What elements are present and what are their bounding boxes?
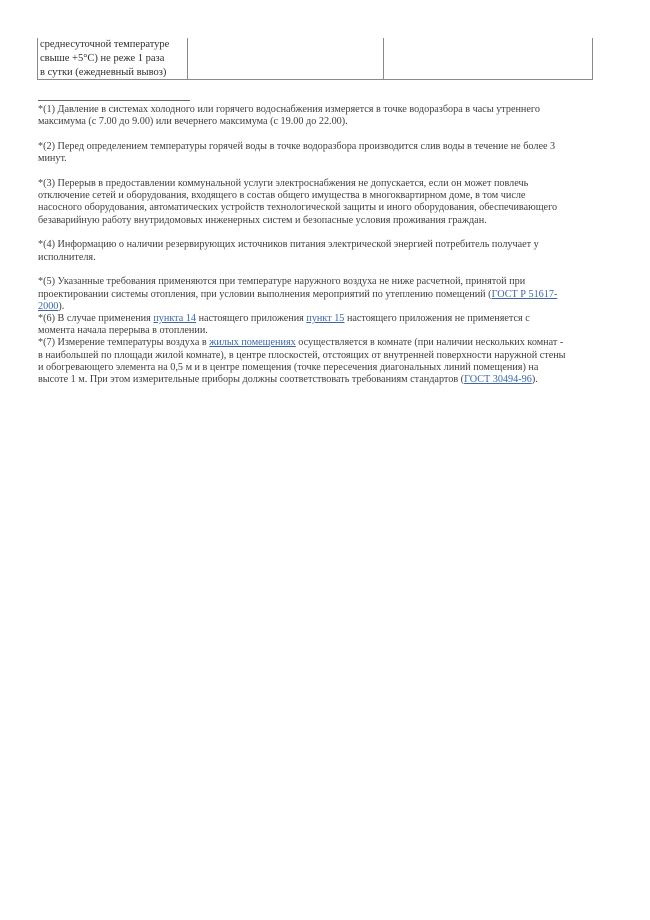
footnote-text: настоящего приложения [196,313,307,325]
footnote-text: осуществляется в комнате (при наличии нескольких комнат - [295,337,564,349]
gost-30494-link[interactable]: ГОСТ 30494-96 [464,374,532,386]
gost-r-51617-link-continued[interactable]: 2000 [38,300,59,312]
footnote-line [38,374,613,386]
footnote-line [38,337,613,349]
table-cell-empty [188,38,384,80]
cell-text-line: среднесуточной температуре [40,39,170,50]
living-rooms-link[interactable]: жилых помещениях [209,337,296,349]
item-15-link[interactable]: пункт 15 [306,313,345,325]
footnote-line: в наибольшей по площади жилой комнате), в центре плоскостей, отстоящих от внутренней поверхности наружной стены [38,349,566,361]
footnote-separator [38,100,190,101]
footnote-5 [38,276,613,313]
footnote-line: момента начала перерыва в отоплении. [38,325,208,337]
footnote-text: проектировании системы отопления, при условии выполнения мероприятий по утеплению помещений ( [38,288,492,300]
footnote-line: и обогревающего элемента на 0,5 м и в центре помещения (точке пересечения диагональных линий помещения) на [38,361,539,373]
table-row [38,38,593,80]
footnote-text: ). [58,300,65,312]
footnote-text: ). [531,374,538,386]
footnote-text: настоящего приложения не применяется с [344,313,530,325]
footnote-line: исполнителя. [38,251,96,263]
table-cell-requirement [38,38,188,80]
footnote-line: *(1) Давление в системах холодного или горячего водоснабжения измеряется в точке водоразбора в часы утреннего [38,104,540,115]
gost-r-51617-link[interactable]: ГОСТ Р 51617- [491,288,558,300]
footnote-line: насосного оборудования, автоматических устройств технологической защиты и иного оборудования, обеспечивающего [38,202,558,214]
footnote-line [38,289,613,301]
cell-text-line: в сутки (ежедневный вывоз) [40,66,167,78]
item-14-link[interactable]: пункта 14 [153,313,197,325]
footnote-1 [38,104,613,128]
cell-text-line: свыше +5°С) не реже 1 раза [40,52,165,64]
footnote-line: *(3) Перерыв в предоставлении коммунальной услуги электроснабжения не допускается, если он может повлечь [38,178,529,189]
footnote-line: безаварийную работу внутридомовых инженерных систем и безопасные условия проживания граждан. [38,214,487,226]
footnote-line: минут. [38,153,67,165]
footnote-text: высоте 1 м. При этом измерительные приборы должны соответствовать требованиям стандартов ( [38,374,465,386]
footnote-line: *(5) Указанные требования применяются при температуре наружного воздуха не ниже расчетной, принятой при [38,276,526,288]
footnote-3 [38,178,613,227]
footnote-line [38,313,613,325]
footnote-line [38,301,613,313]
footnote-text: *(7) Измерение температуры воздуха в [38,337,210,349]
footnote-2 [38,141,613,165]
footnote-6 [38,313,613,337]
footnote-line: *(2) Перед определением температуры горячей воды в точке водоразбора производится слив воды в течение не более 3 [38,141,556,152]
footnote-line: максимума (с 7.00 до 9.00) или вечернего максимума (с 19.00 до 22.00). [38,116,348,128]
footnote-7 [38,337,613,386]
table-cell-empty [384,38,593,80]
footnote-line: *(4) Информацию о наличии резервирующих источников питания электрической энергией потребитель получает у [38,239,539,251]
footnotes-block [38,104,613,386]
requirements-table-fragment [37,38,593,80]
footnote-text: *(6) В случае применения [38,313,154,325]
footnote-4 [38,239,613,263]
footnote-line: отключение сетей и оборудования, входящего в состав общего имущества в многоквартирном доме, в том числе [38,190,526,202]
